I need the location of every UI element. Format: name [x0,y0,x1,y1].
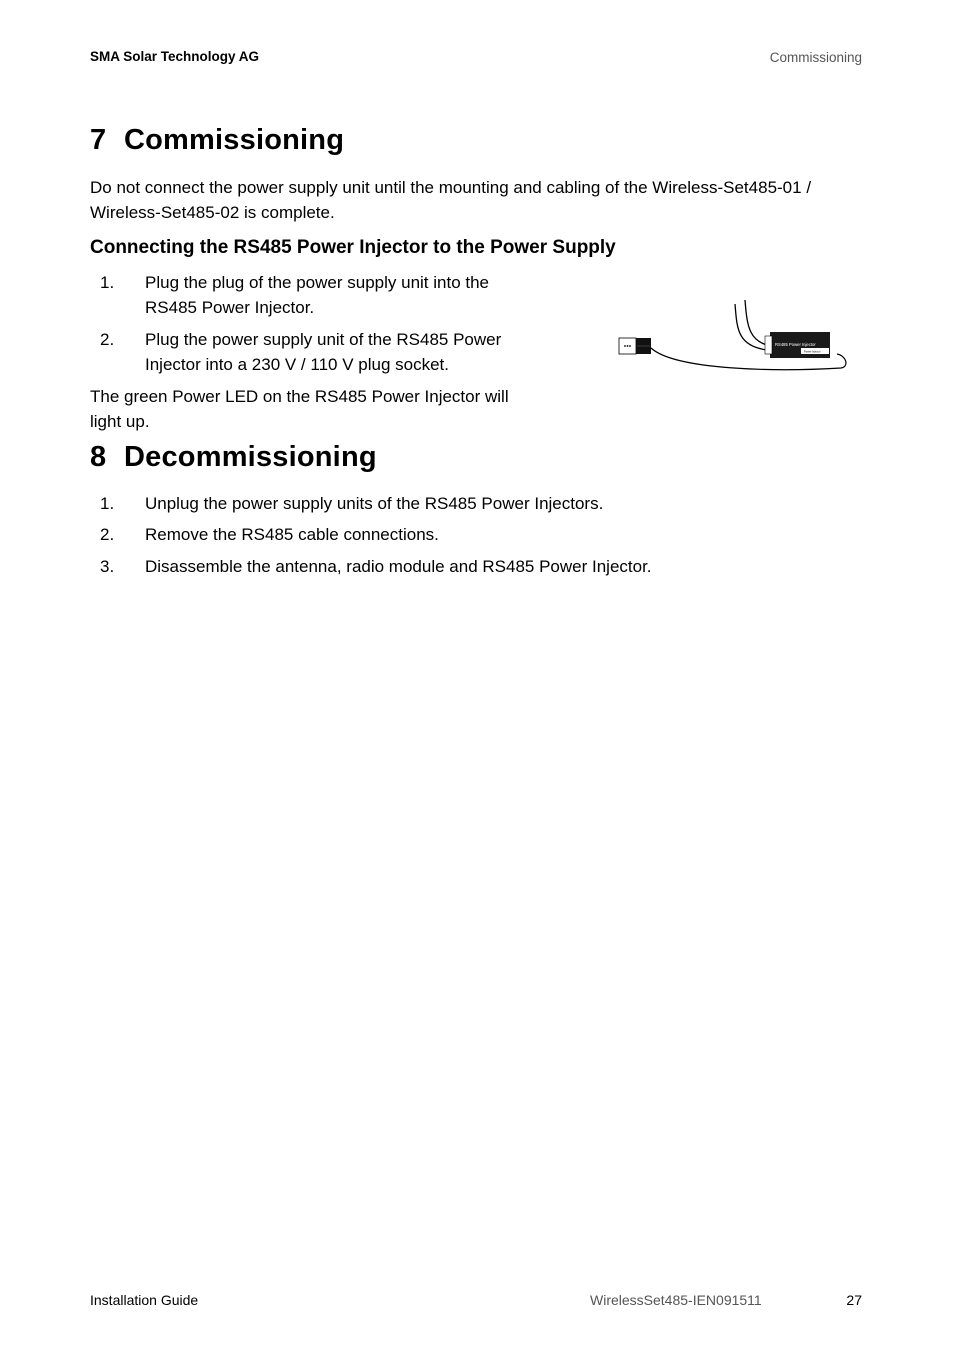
step-text-line: RS485 Power Injector. [145,298,315,317]
step-number: 2. [100,525,115,544]
result-line: light up. [90,412,150,431]
power-injector-device-icon [765,332,830,358]
step-text [145,327,501,377]
section-7-title: Commissioning [124,124,345,156]
step-text: Disassemble the antenna, radio module and RS485 Power Injector. [145,557,652,576]
device-label: RS485 Power Injector [775,342,816,347]
header-company: SMA Solar Technology AG [90,49,260,64]
decommission-step-2 [100,522,800,547]
footer-page-number: 27 [846,1292,862,1308]
step-1 [100,270,520,320]
subheading-connect-power: Connecting the RS485 Power Injector to the Power Supply [90,237,616,258]
step-number: 1. [100,494,115,513]
header-section: Commissioning [769,50,862,65]
section-7-number: 7 [90,124,107,156]
decommission-step-1 [100,491,800,516]
step-number: 2. [100,330,115,349]
result-text [90,384,530,434]
step-2 [100,327,520,377]
step-text-line: Plug the plug of the power supply unit into the [145,273,490,292]
step-text: Unplug the power supply units of the RS485 Power Injectors. [145,494,604,513]
section-8-title: Decommissioning [124,441,377,473]
step-text-line: Plug the power supply unit of the RS485 Power [145,330,502,349]
decommission-step-3 [100,554,800,579]
section-7-intro: Do not connect the power supply unit until the mounting and cabling of the Wireless-Set485-01 / Wireless-Set485-02 is complete. [90,178,812,222]
power-injector-figure [615,298,850,376]
power-plug-icon [636,338,651,354]
step-number: 3. [100,557,115,576]
result-line: The green Power LED on the RS485 Power Injector will [90,387,509,406]
section-8-number: 8 [90,441,107,473]
footer-doc-type: Installation Guide [90,1292,199,1308]
step-text [145,270,489,320]
device-sublabel: Power Injector [804,350,821,354]
footer-doc-id: WirelessSet485-IEN091511 [590,1292,762,1308]
step-number: 1. [100,273,115,292]
wall-socket-icon [619,338,636,354]
section-7-heading [90,124,344,157]
section-8-heading [90,441,377,474]
step-text-line: Injector into a 230 V / 110 V plug socket. [145,355,449,374]
step-text: Remove the RS485 cable connections. [145,525,439,544]
